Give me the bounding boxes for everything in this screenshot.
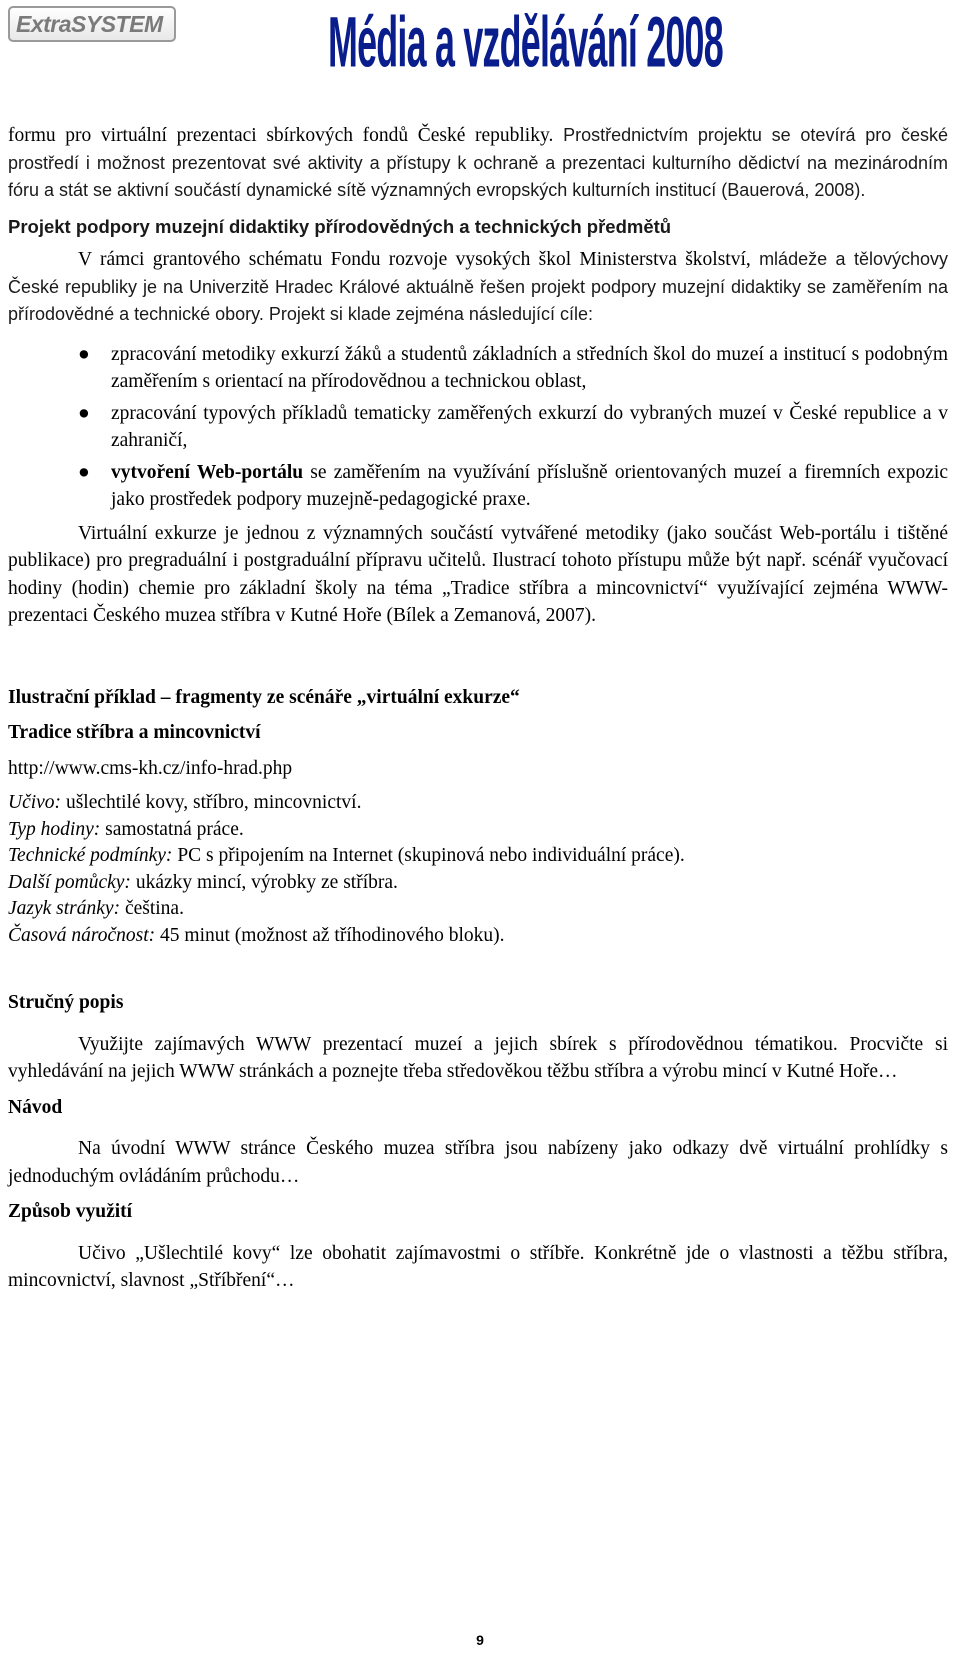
page-content <box>8 122 948 1295</box>
meta-label: Další pomůcky: <box>8 871 131 893</box>
page-header <box>0 0 960 110</box>
meta-row <box>8 790 948 817</box>
page-number: 9 <box>476 1632 484 1648</box>
example-subheading: Tradice stříbra a mincovnictví <box>8 722 261 743</box>
project-heading: Projekt podpory muzejní didaktiky přírodovědných a technických předmětů <box>8 215 672 237</box>
list-item <box>8 341 948 396</box>
goals-list <box>8 341 948 514</box>
meta-value: PC s připojením na Internet (skupinová nebo individuální práce). <box>172 845 685 866</box>
section-text-popis: Využijte zajímavých WWW prezentací muzeí a jejich sbírek s přírodovědnou tématikou. Procvičte si vyhledávání na jejich WWW stránkách a poznejte třeba středověkou těžbu stříbra a výrobu mincí v Kutné Hoře… <box>8 1033 948 1082</box>
project-after-paragraph: Virtuální exkurze je jednou z významných součástí vytvářené metodiky (jako součást Web-portálu i tištěné publikace) pro pregraduální i postgraduální přípravu učitelů. Ilustrací tohoto přístupu může být např. scénář vyučovací hodiny (hodin) chemie pro základní školy na téma „Tradice stříbra a mincovnictví“ využívající zejména WWW-prezentaci Českého muzea stříbra v Kutné Hoře (Bílek a Zemanová, 2007). <box>8 522 948 626</box>
meta-value: čeština. <box>120 898 184 919</box>
meta-row <box>8 923 948 950</box>
meta-row <box>8 843 948 870</box>
meta-label: Technické podmínky: <box>8 845 173 866</box>
meta-value: ukázky mincí, výrobky ze stříbra. <box>130 871 398 893</box>
extrasystem-logo: ExtraSYSTEM <box>8 6 176 42</box>
section-text-navod: Na úvodní WWW stránce Českého muzea stříbra jsou nabízeny jako odkazy dvě virtuální prohlídky s jednoduchým ovládáním průchodu… <box>8 1138 948 1187</box>
conference-logo: Média a vzdělávání 2008 <box>328 1 723 83</box>
project-para-serif: V rámci grantového schématu Fondu rozvoje vysokých škol Ministerstva školství, <box>78 249 760 270</box>
project-paragraph <box>8 246 948 329</box>
meta-label: Typ hodiny: <box>8 818 101 840</box>
section-heading-navod: Návod <box>8 1096 63 1118</box>
goal-bold: vytvoření Web-portálu <box>111 461 304 483</box>
example-heading: Ilustrační příklad – fragmenty ze scénáře „virtuální exkurze“ <box>8 686 520 708</box>
section-text-vyuziti: Učivo „Ušlechtilé kovy“ lze obohatit zajímavostmi o stříbře. Konkrétně jde o vlastnosti a těžbu stříbra, mincovnictví, slavnost „Stříbření“… <box>8 1242 948 1291</box>
project-para-tail: Projekt si klade zejména následující cíle: <box>263 304 593 324</box>
meta-row <box>8 870 948 897</box>
intro-paragraph <box>8 122 948 205</box>
bullet-icon: ● <box>78 461 90 483</box>
project-para-sans: mládeže a tělovýchovy České republiky je na Univerzitě Hradec Králové aktuálně řešen projekt podpory muzejní didaktiky se zaměřením na přírodovědné a technické obory. <box>8 249 948 324</box>
meta-label: Učivo: <box>8 792 62 813</box>
lesson-meta <box>8 790 948 949</box>
intro-line1: formu pro virtuální prezentaci sbírkových fondů České republiky. <box>8 125 554 146</box>
section-heading-vyuziti: Způsob využití <box>8 1201 133 1222</box>
list-item <box>8 400 948 455</box>
list-item <box>8 459 948 514</box>
meta-value: 45 minut (možnost až tříhodinového bloku). <box>155 924 505 946</box>
meta-label: Jazyk stránky: <box>8 898 121 919</box>
example-url: http://www.cms-kh.cz/info-hrad.php <box>8 757 293 779</box>
meta-row <box>8 817 948 844</box>
goal-text: zpracování metodiky exkurzí žáků a studentů základních a středních škol do muzeí a institucí s podobným zaměřením s orientací na přírodovědnou a technickou oblast, <box>111 343 948 392</box>
section-heading-popis: Stručný popis <box>8 992 124 1013</box>
goal-text: se zaměřením na využívání příslušně orientovaných muzeí a firemních expozic jako prostředek podpory muzejně-pedagogické praxe. <box>111 461 948 510</box>
goal-text: zpracování typových příkladů tematicky zaměřených exkurzí do vybraných muzeí v České republice a v zahraničí, <box>111 402 948 451</box>
meta-value: samostatná práce. <box>100 818 244 840</box>
meta-value: ušlechtilé kovy, stříbro, mincovnictví. <box>61 792 362 813</box>
bullet-icon: ● <box>78 343 90 365</box>
meta-label: Časová náročnost: <box>8 924 156 946</box>
intro-rest: Prostřednictvím projektu se otevírá pro české prostředí i možnost prezentovat své aktivity a přístupy k ochraně a prezentaci kulturního dědictví na mezinárodním fóru a stát se aktivní součástí dynamické sítě významných evropských kulturních institucí (Bauerová, 2008). <box>8 125 948 200</box>
meta-row <box>8 896 948 923</box>
bullet-icon: ● <box>78 402 90 424</box>
